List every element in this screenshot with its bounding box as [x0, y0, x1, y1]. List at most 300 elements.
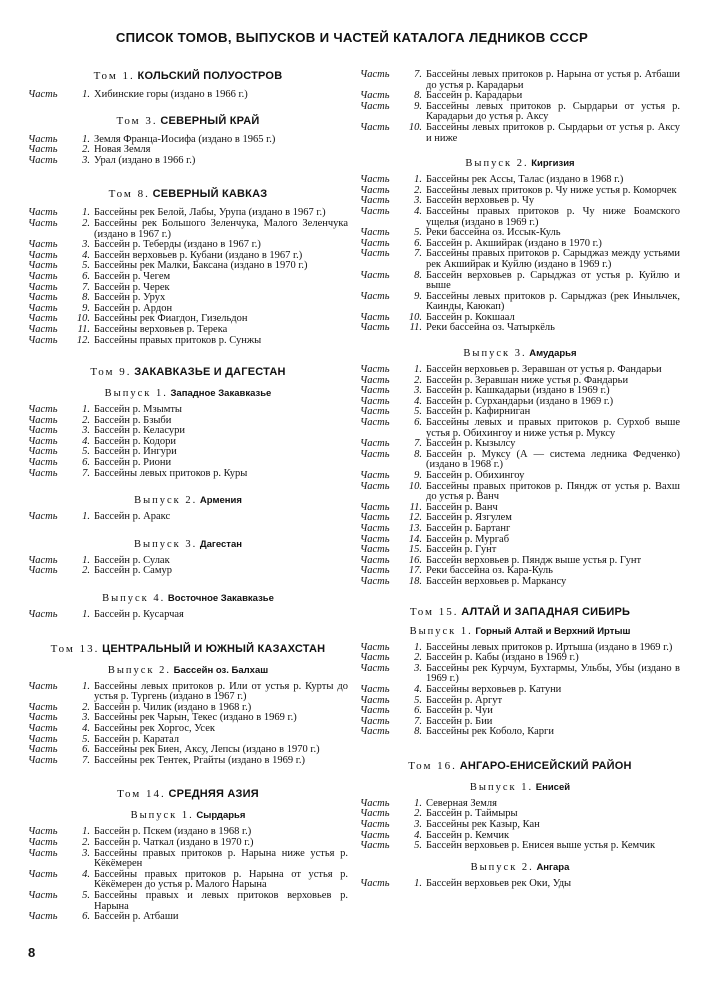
part-label: Часть [360, 662, 390, 674]
part-text: Бассейны рек Ассы, Талас (издано в 1968 г.) [426, 174, 624, 186]
part-entry [28, 283, 348, 294]
issue-prefix: Выпуск 1. [130, 810, 194, 822]
part-entry [360, 471, 680, 482]
part-label: Часть [360, 840, 390, 852]
volume-name: СЕВЕРНЫЙ КРАЙ [160, 114, 260, 127]
part-entry [360, 418, 680, 439]
part-number: 4. [414, 683, 422, 695]
part-number: 16. [408, 554, 422, 566]
part-label: Часть [28, 836, 58, 848]
part-text: Новая Земля [94, 144, 151, 156]
part-label: Часть [28, 414, 58, 426]
part-entry [28, 90, 348, 101]
part-text: Бассейн р. Кафирниган [426, 406, 531, 418]
part-text: Бассейн р. Ардон [94, 302, 173, 314]
part-label: Часть [360, 364, 390, 376]
part-text: Бассейн р. Теберды (издано в 1967 г.) [94, 239, 261, 251]
part-text: Бассейн р. Сурхандарьи (издано в 1969 г.) [426, 395, 614, 407]
part-label: Часть [360, 290, 390, 302]
part-label: Часть [360, 90, 390, 102]
part-text: Бассейны рек Фиагдон, Гизельдон [94, 313, 248, 325]
part-label: Часть [360, 512, 390, 524]
part-label: Часть [360, 501, 390, 513]
part-text: Реки бассейна оз. Чатыркёль [426, 322, 555, 334]
part-label: Часть [360, 683, 390, 695]
volume-prefix: Том 14. [117, 788, 166, 801]
part-text: Бассейны рек Хоргос, Усек [94, 723, 215, 734]
part-label: Часть [28, 754, 58, 766]
issue-name: Ангара [536, 861, 570, 873]
part-text: Бассейн р. Пскем (издано в 1968 г.) [94, 826, 252, 838]
part-label: Часть [28, 911, 58, 923]
part-label: Часть [360, 438, 390, 450]
part-number: 8. [414, 448, 422, 460]
part-number: 5. [82, 733, 90, 745]
part-label: Часть [28, 89, 58, 100]
part-label: Часть [360, 227, 390, 239]
part-number: 4. [82, 249, 90, 261]
part-label: Часть [360, 819, 390, 831]
issue-name: Восточное Закавказье [167, 593, 274, 605]
part-number: 1. [82, 511, 90, 523]
issue-prefix: Выпуск 4. [102, 593, 166, 605]
part-text: Бассейны рек Тентек, Ргайты (издано в 1969 г.) [94, 754, 305, 766]
part-text: Бассейны рек Коболо, Карги [426, 726, 554, 738]
part-label: Часть [360, 829, 390, 841]
part-text: Бассейны левых притоков р. Нарына от устья р. Атбаши до устья р. Карадарьи [426, 69, 680, 91]
part-text: Бассейны правых притоков р. Пяндж от устья р. Вахш до устья р. Ванч [426, 480, 680, 503]
part-text: Бассейн р. Кемчик [426, 829, 510, 841]
part-entry [360, 577, 680, 588]
part-text: Бассейны правых и левых притоков верховьев р. Нарына [94, 889, 348, 912]
part-number: 13. [408, 522, 422, 534]
part-number: 3. [82, 239, 90, 251]
part-text: Бассейн р. Чегем [94, 270, 171, 282]
part-text: Бассейны левых и правых притоков р. Сурхоб выше устья р. Обихингоу и ниже устья р. Муксу [426, 417, 680, 439]
part-text: Бассейн р. Бзыби [94, 414, 172, 426]
part-entry [28, 272, 348, 283]
part-text: Бассейн р. Каратал [94, 733, 180, 745]
part-number: 7. [414, 248, 422, 260]
part-label: Часть [28, 889, 58, 901]
issue-prefix: Выпуск 1. [104, 388, 168, 400]
part-label: Часть [360, 448, 390, 460]
part-number: 3. [414, 819, 422, 831]
part-text: Бассейн р. Кокшаал [426, 311, 515, 323]
part-label: Часть [28, 260, 58, 272]
part-text: Бассейн р. Карадарьи [426, 90, 523, 102]
part-entry [28, 870, 348, 891]
part-number: 8. [414, 269, 422, 281]
part-number: 7. [82, 467, 90, 479]
part-entry [360, 102, 680, 123]
part-number: 2. [82, 701, 90, 713]
issue-heading [28, 388, 348, 399]
part-number: 6. [82, 744, 90, 756]
part-entry [360, 271, 680, 292]
part-label: Часть [360, 322, 390, 334]
part-label: Часть [360, 69, 390, 80]
part-number: 7. [414, 715, 422, 727]
part-number: 17. [408, 565, 422, 577]
part-text: Бассейн р. Таймыры [426, 808, 518, 820]
part-label: Часть [28, 712, 58, 724]
part-number: 7. [414, 69, 422, 80]
part-number: 12. [408, 512, 422, 524]
part-number: 5. [414, 406, 422, 418]
volume-heading [28, 188, 348, 200]
part-label: Часть [28, 313, 58, 325]
issue-prefix: Выпуск 3. [463, 348, 527, 360]
part-number: 5. [414, 227, 422, 239]
part-number: 10. [408, 480, 422, 492]
part-entry [360, 706, 680, 717]
part-text: Бассейны рек Большого Зеленчука, Малого Зеленчука (издано в 1967 г.) [94, 217, 348, 240]
part-label: Часть [360, 877, 390, 889]
part-label: Часть [28, 207, 58, 219]
part-number: 3. [414, 662, 422, 674]
part-label: Часть [360, 311, 390, 323]
part-text: Бассейн р. Аракс [94, 511, 171, 523]
part-label: Часть [28, 565, 58, 577]
part-entry [28, 469, 348, 480]
part-number: 5. [82, 889, 90, 901]
part-label: Часть [360, 417, 390, 429]
part-entry [360, 123, 680, 144]
part-text: Бассейн р. Келасури [94, 425, 185, 437]
part-number: 5. [414, 840, 422, 852]
part-label: Часть [28, 270, 58, 282]
part-label: Часть [28, 302, 58, 314]
part-label: Часть [360, 726, 390, 738]
part-number: 1. [82, 554, 90, 566]
part-entry [360, 685, 680, 696]
part-entry [28, 566, 348, 577]
issue-heading [360, 626, 680, 637]
part-entry [28, 447, 348, 458]
issue-name: Бассейн оз. Балхаш [173, 664, 269, 676]
issue-prefix: Выпуск 2. [107, 664, 172, 676]
part-number: 4. [82, 435, 90, 447]
issue-heading [360, 158, 680, 169]
volume-prefix: Том 3. [116, 114, 158, 127]
issue-name: Сырдарья [196, 810, 246, 822]
issue-prefix: Выпуск 2. [465, 158, 529, 170]
part-number: 1. [414, 174, 422, 186]
part-entry [28, 724, 348, 735]
part-text: Бассейн р. Кабы (издано в 1969 г.) [426, 652, 579, 664]
part-text: Бассейны верховьев р. Терека [94, 323, 228, 335]
part-number: 3. [82, 712, 90, 724]
part-number: 18. [408, 575, 422, 587]
part-label: Часть [360, 808, 390, 820]
part-entry [360, 879, 680, 890]
volume-prefix: Том 1. [93, 70, 135, 82]
part-text: Бассейн р. Мзымты [94, 404, 182, 416]
part-label: Часть [28, 701, 58, 713]
part-text: Бассейны правых притоков р. Нарына ниже устья р. Кёкёмерен [94, 847, 348, 870]
part-entry [360, 482, 680, 503]
part-number: 6. [414, 417, 422, 429]
volume-heading [28, 115, 348, 127]
part-number: 9. [414, 100, 422, 112]
part-number: 8. [414, 726, 422, 738]
part-entry [28, 135, 348, 146]
part-number: 11. [409, 501, 422, 513]
part-label: Часть [360, 522, 390, 534]
part-number: 11. [77, 323, 90, 335]
part-number: 1. [82, 133, 90, 145]
volume-name: АНГАРО-ЕНИСЕЙСКИЙ РАЙОН [459, 759, 632, 772]
part-label: Часть [28, 133, 58, 145]
part-number: 12. [76, 334, 90, 346]
part-label: Часть [360, 374, 390, 386]
part-number: 1. [82, 826, 90, 838]
part-text: Бассейны левых притоков р. Иртыша (издано в 1969 г.) [426, 641, 673, 653]
part-text: Бассейн р. Ингури [94, 446, 177, 458]
part-entry [360, 535, 680, 546]
part-label: Часть [28, 826, 58, 838]
part-text: Бассейны левых притоков р. Или от устья р. Курты до устья р. Тургень (издано в 1967 г.) [94, 680, 348, 703]
part-label: Часть [360, 237, 390, 249]
part-label: Часть [28, 292, 58, 304]
part-label: Часть [360, 121, 390, 133]
part-text: Урал (издано в 1966 г.) [94, 154, 196, 166]
part-number: 4. [82, 868, 90, 880]
part-text: Бассейны рек Биен, Аксу, Лепсы (издано в 1970 г.) [94, 744, 320, 756]
part-text: Бассейны правых притоков р. Нарына от устья р. Кёкёмерен до устья р. Малого Нарына [94, 868, 348, 891]
issue-name: Горный Алтай и Верхний Иртыш [475, 625, 631, 637]
part-label: Часть [360, 641, 390, 653]
part-entry [28, 682, 348, 703]
volume-name: ЗАКАВКАЗЬЕ И ДАГЕСТАН [134, 366, 286, 379]
part-number: 2. [82, 414, 90, 426]
volume-name: КОЛЬСКИЙ ПОЛУОСТРОВ [137, 70, 283, 82]
issue-name: Дагестан [199, 538, 242, 550]
part-text: Бассейны левых притоков р. Сырдарьи от устья р. Аксу и ниже [426, 121, 680, 144]
part-text: Бассейн р. Кодори [94, 435, 177, 447]
volume-heading [28, 643, 348, 655]
part-number: 2. [82, 836, 90, 848]
part-text: Бассейн р. Язгулем [426, 512, 512, 524]
volume-prefix: Том 16. [408, 759, 457, 772]
part-label: Часть [28, 723, 58, 734]
part-entry [360, 696, 680, 707]
part-text: Бассейны рек Малки, Баксана (издано в 1970 г.) [94, 260, 308, 272]
part-label: Часть [28, 744, 58, 756]
issue-prefix: Выпуск 3. [134, 538, 198, 550]
part-number: 5. [414, 694, 422, 706]
part-label: Часть [360, 174, 390, 186]
part-text: Бассейн верховьев р. Зеравшан от устья р. Фандарьи [426, 364, 662, 376]
part-number: 1. [414, 877, 422, 889]
part-label: Часть [28, 334, 58, 346]
part-label: Часть [360, 406, 390, 418]
part-text: Бассейны левых притоков р. Сарыджаз (рек Иныльчек, Каинды, Каюкап) [426, 290, 680, 313]
part-entry [28, 325, 348, 336]
issue-name: Енисей [535, 781, 571, 793]
part-label: Часть [28, 511, 58, 523]
part-entry [360, 799, 680, 810]
part-number: 7. [82, 754, 90, 766]
issue-prefix: Выпуск 1. [409, 625, 473, 637]
part-number: 3. [414, 195, 422, 207]
part-entry [28, 405, 348, 416]
part-text: Бассейн верховьев р. Сарыджаз от устья р. Куйлю и выше [426, 269, 680, 292]
part-label: Часть [28, 404, 58, 416]
part-text: Бассейн р. Чилик (издано в 1968 г.) [94, 701, 252, 713]
part-number: 3. [414, 385, 422, 397]
part-label: Часть [28, 457, 58, 469]
issue-heading [28, 495, 348, 506]
part-text: Бассейны рек Чарын, Текес (издано в 1969 г.) [94, 712, 297, 724]
part-entry [28, 219, 348, 240]
volume-heading [28, 70, 348, 82]
part-text: Северная Земля [426, 797, 497, 809]
right-column [360, 70, 680, 889]
issue-name: Амударья [529, 348, 577, 360]
part-entry [28, 426, 348, 437]
part-text: Бассейн р. Зеравшан ниже устья р. Фандарьи [426, 374, 629, 386]
part-entry [28, 156, 348, 167]
part-label: Часть [28, 467, 58, 479]
part-text: Бассейн р. Бии [426, 715, 493, 727]
part-number: 7. [82, 281, 90, 293]
issue-heading [28, 665, 348, 676]
part-entry [28, 293, 348, 304]
part-entry [28, 912, 348, 923]
part-number: 6. [82, 457, 90, 469]
part-text: Бассейны рек Казыр, Кан [426, 819, 540, 831]
part-number: 6. [82, 270, 90, 282]
part-entry [360, 664, 680, 685]
volume-prefix: Том 9. [90, 366, 132, 379]
part-text: Бассейны правых притоков р. Сунжы [94, 334, 262, 346]
part-number: 2. [414, 374, 422, 386]
part-number: 9. [414, 290, 422, 302]
issue-heading [360, 782, 680, 793]
part-number: 6. [414, 237, 422, 249]
issue-prefix: Выпуск 2. [470, 861, 534, 873]
part-number: 1. [82, 609, 90, 621]
part-text: Бассейн р. Обихингоу [426, 470, 525, 481]
part-entry [360, 820, 680, 831]
part-label: Часть [28, 868, 58, 880]
part-number: 2. [414, 184, 422, 196]
part-entry [360, 841, 680, 852]
issue-name: Армения [199, 495, 242, 507]
part-text: Бассейн верховьев рек Оки, Уды [426, 877, 572, 889]
part-text: Бассейны рек Курчум, Бухтармы, Ульбы, Убы (издано в 1969 г.) [426, 662, 680, 685]
part-number: 2. [414, 808, 422, 820]
part-text: Бассейны левых притоков р. Чу ниже устья р. Коморчек [426, 184, 677, 196]
part-text: Земля Франца-Иосифа (издано в 1965 г.) [94, 133, 276, 145]
volume-name: ЦЕНТРАЛЬНЫЙ И ЮЖНЫЙ КАЗАХСТАН [102, 642, 326, 655]
part-number: 1. [82, 207, 90, 219]
part-text: Бассейн р. Самур [94, 565, 172, 577]
part-text: Бассейн р. Черек [94, 281, 170, 293]
part-number: 1. [82, 680, 90, 692]
part-text: Бассейн р. Гунт [426, 544, 497, 556]
part-text: Бассейн р. Чуи [426, 705, 493, 717]
part-text: Бассейн р. Муксу (А — система ледника Федченко) (издано в 1968 г.) [426, 448, 680, 471]
volume-name: СРЕДНЯЯ АЗИЯ [168, 788, 259, 801]
part-number: 10. [408, 121, 422, 133]
part-label: Часть [360, 554, 390, 566]
volume-heading [28, 366, 348, 378]
part-text: Бассейн р. Чаткал (издано в 1970 г.) [94, 836, 254, 848]
part-number: 2. [82, 217, 90, 229]
part-label: Часть [360, 575, 390, 587]
part-text: Бассейн верховьев р. Чу [426, 195, 535, 207]
part-text: Бассейны левых притоков р. Сырдарьи от устья р. Карадарьи до устья р. Аксу [426, 100, 680, 123]
part-text: Реки бассейна оз. Кара-Куль [426, 565, 553, 577]
issue-name: Западное Закавказье [170, 388, 272, 400]
part-label: Часть [360, 705, 390, 717]
part-number: 5. [82, 446, 90, 458]
part-number: 3. [82, 425, 90, 437]
part-label: Часть [28, 609, 58, 621]
part-text: Хибинские горы (издано в 1966 г.) [94, 89, 248, 100]
part-label: Часть [28, 425, 58, 437]
part-label: Часть [360, 385, 390, 397]
issue-prefix: Выпуск 2. [134, 495, 198, 507]
part-number: 1. [414, 797, 422, 809]
part-text: Бассейн р. Акшийрак (издано в 1970 г.) [426, 237, 602, 249]
part-label: Часть [360, 100, 390, 112]
part-label: Часть [360, 797, 390, 809]
part-number: 9. [414, 470, 422, 481]
part-entry [360, 450, 680, 471]
part-text: Реки бассейна оз. Иссык-Куль [426, 227, 561, 239]
part-number: 6. [414, 705, 422, 717]
volume-name: СЕВЕРНЫЙ КАВКАЗ [152, 188, 268, 201]
part-text: Бассейн р. Кызылсу [426, 438, 516, 450]
volume-name: АЛТАЙ И ЗАПАДНАЯ СИБИРЬ [461, 605, 631, 618]
part-text: Бассейн р. Аргут [426, 694, 503, 706]
part-number: 4. [82, 723, 90, 734]
volume-heading [28, 788, 348, 800]
part-number: 4. [414, 829, 422, 841]
volume-prefix: Том 15. [409, 605, 459, 618]
part-number: 2. [414, 652, 422, 664]
part-label: Часть [28, 680, 58, 692]
part-label: Часть [28, 847, 58, 859]
volume-heading [360, 760, 680, 772]
part-number: 4. [414, 395, 422, 407]
part-number: 14. [408, 533, 422, 545]
part-entry [28, 891, 348, 912]
part-text: Бассейн р. Мургаб [426, 533, 510, 545]
part-number: 9. [82, 302, 90, 314]
part-number: 2. [82, 144, 90, 156]
part-text: Бассейны левых притоков р. Куры [94, 467, 248, 479]
part-label: Часть [28, 281, 58, 293]
issue-heading [360, 862, 680, 873]
part-entry [360, 207, 680, 228]
part-entry [360, 292, 680, 313]
part-text: Бассейн верховьев р. Маркансу [426, 575, 567, 587]
part-text: Бассейн верховьев р. Кубани (издано в 1967 г.) [94, 249, 303, 261]
part-text: Бассейны правых притоков р. Чу ниже Боамского ущелья (издано в 1969 г.) [426, 205, 680, 228]
part-label: Часть [360, 205, 390, 217]
left-column [28, 70, 348, 923]
part-entry [28, 437, 348, 448]
issue-heading [28, 539, 348, 550]
part-number: 11. [409, 322, 422, 334]
part-label: Часть [360, 565, 390, 577]
part-entry [28, 512, 348, 523]
